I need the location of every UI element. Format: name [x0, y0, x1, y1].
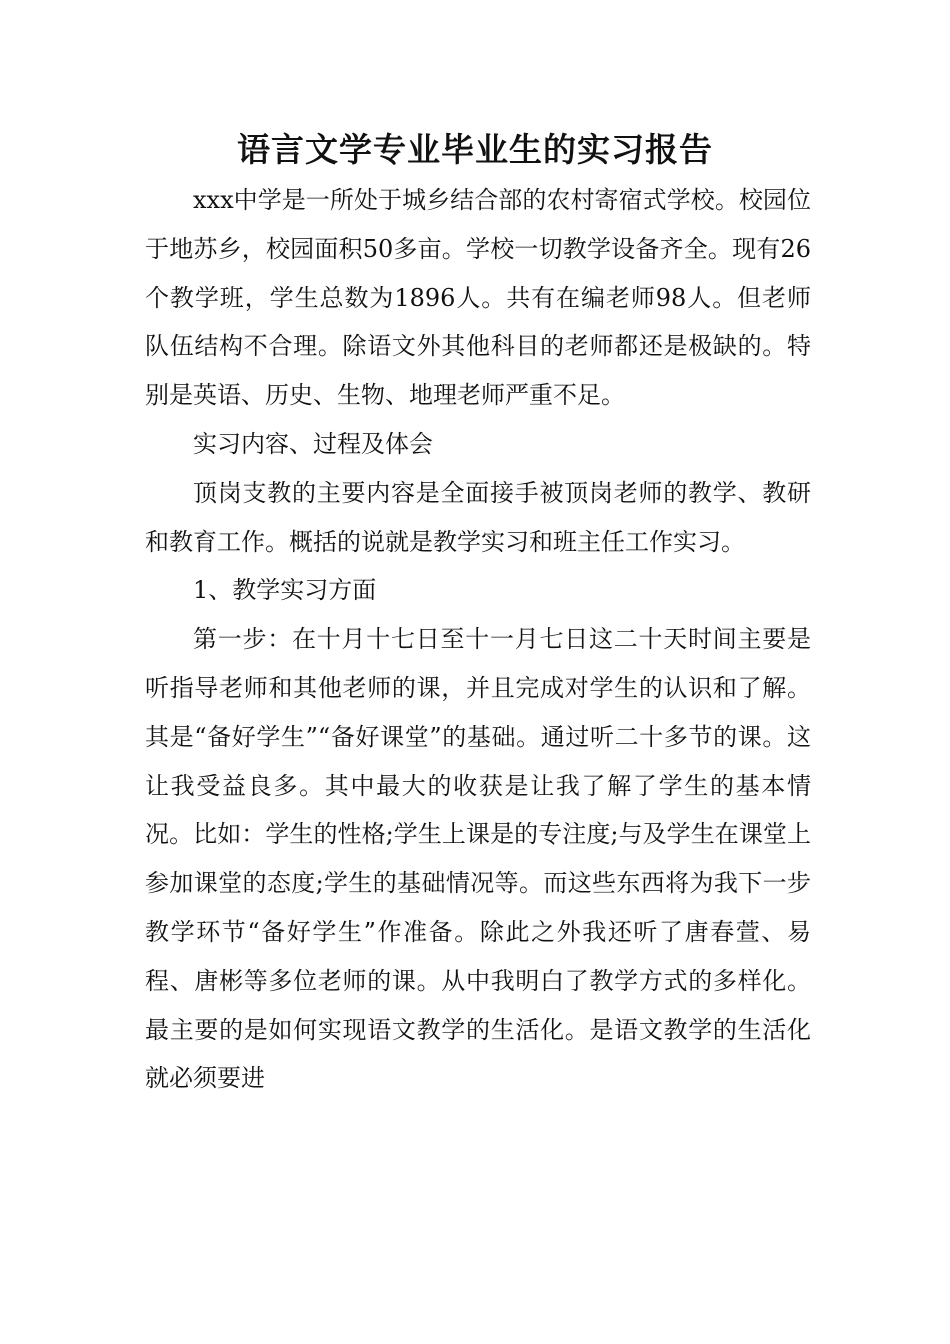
- document-title: 语言文学专业毕业生的实习报告: [237, 130, 713, 169]
- section-heading-teaching: 1、教学实习方面: [193, 576, 377, 605]
- paragraph-school-intro: xxx中学是一所处于城乡结合部的农村寄宿式学校。校园位于地苏乡，校园面积50多亩。学校一切教学设备齐全。现有26个教学班，学生总数为1896人。共有在编老师98人。但老师队伍结构不合理。除语文外其他科目的老师都还是极缺的。特别是英语、历史、生物、地理老师严重不足。: [145, 186, 811, 410]
- document-body: [145, 176, 811, 1103]
- paragraph-internship-content: 顶岗支教的主要内容是全面接手被顶岗老师的教学、教研和教育工作。概括的说就是教学实习和班主任工作实习。: [145, 478, 811, 556]
- paragraph-step-one: 第一步：在十月十七日至十一月七日这二十天时间主要是听指导老师和其他老师的课，并且完成对学生的认识和了解。其是“备好学生”“备好课堂”的基础。通过听二十多节的课。这让我受益良多。其中最大的收获是让我了解了学生的基本情况。比如：学生的性格;学生上课是的专注度;与及学生在课堂上参加课堂的态度;学生的基础情况等。而这些东西将为我下一步教学环节“备好学生”作准备。除此之外我还听了唐春萱、易程、唐彬等多位老师的课。从中我明白了教学方式的多样化。最主要的是如何实现语文教学的生活化。是语文教学的生活化就必须要进: [145, 625, 811, 1093]
- section-heading-internship: 实习内容、过程及体会: [193, 429, 433, 458]
